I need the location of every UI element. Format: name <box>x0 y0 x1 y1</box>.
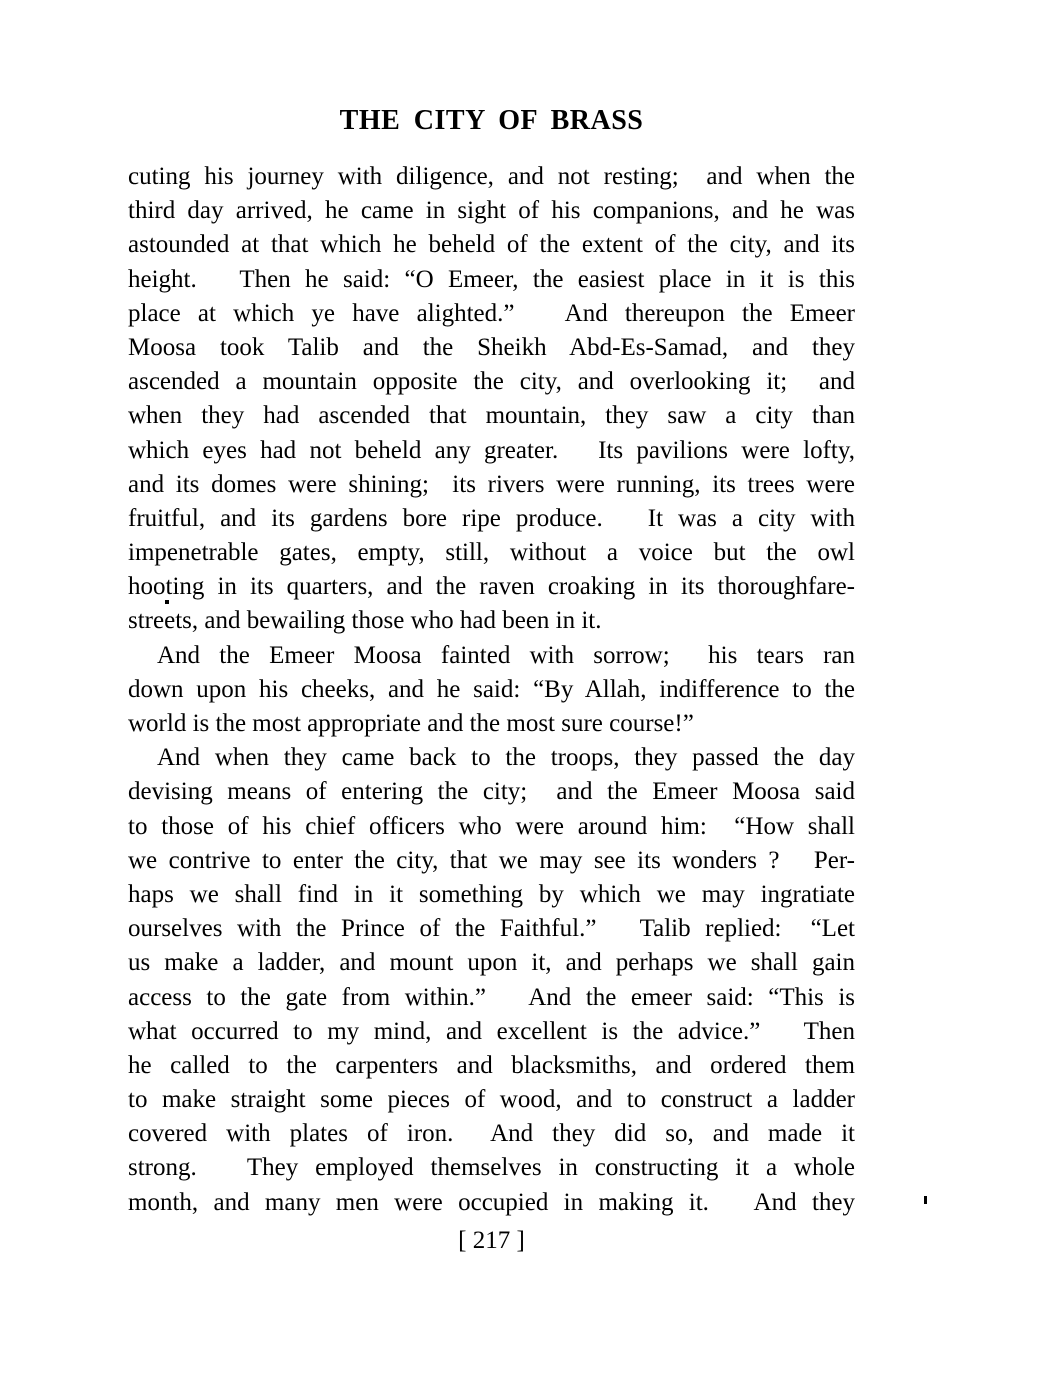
text-line: access to the gate from within.” And the emeer said: “This is <box>128 983 855 1011</box>
text-line: he called to the carpenters and blacksmiths, and ordered them <box>128 1051 855 1079</box>
text-line: cuting his journey with diligence, and not resting; and when the <box>128 163 855 190</box>
text-line: month, and many men were occupied in making it. And they <box>128 1188 855 1216</box>
scan-speck-2 <box>924 1196 927 1204</box>
text-line: And the Emeer Moosa fainted with sorrow; his tears ran <box>157 641 855 669</box>
text-line: astounded at that which he beheld of the extent of the city, and its <box>128 231 855 259</box>
text-line: down upon his cheeks, and he said: “By Allah, indifference to the <box>128 675 855 703</box>
text-line: Moosa took Talib and the Sheikh Abd-Es-Samad, and they <box>128 333 855 361</box>
text-line: impenetrable gates, empty, still, without a voice but the owl <box>128 539 855 567</box>
text-line: fruitful, and its gardens bore ripe produce. It was a city with <box>128 504 855 532</box>
text-line: ourselves with the Prince of the Faithful.” Talib replied: “Let <box>128 915 855 943</box>
text-line: hooting in its quarters, and the raven croaking in its thoroughfare- <box>128 573 855 601</box>
text-line: streets, and bewailing those who had been in it. <box>128 607 602 635</box>
text-line: what occurred to my mind, and excellent is the advice.” Then <box>128 1017 855 1045</box>
text-line: third day arrived, he came in sight of his companions, and he was <box>128 197 855 225</box>
text-line: to make straight some pieces of wood, and to construct a ladder <box>128 1086 855 1114</box>
text-line: which eyes had not beheld any greater. Its pavilions were lofty, <box>128 436 855 464</box>
text-line: to those of his chief officers who were around him: “How shall <box>128 812 855 840</box>
text-line: world is the most appropriate and the most sure course!” <box>128 710 694 737</box>
page-number: [ 217 ] <box>458 1227 525 1254</box>
page-body <box>128 160 855 1220</box>
scan-speck-1 <box>165 600 169 604</box>
text-line: place at which ye have alighted.” And thereupon the Emeer <box>128 299 855 327</box>
page-title: THE CITY OF BRASS <box>339 105 644 136</box>
text-line: and its domes were shining; its rivers were running, its trees were <box>128 470 855 498</box>
text-line: And when they came back to the troops, they passed the day <box>157 744 855 772</box>
text-line: covered with plates of iron. And they did so, and made it <box>128 1120 855 1148</box>
text-line: height. Then he said: “O Emeer, the easiest place in it is this <box>128 265 855 293</box>
text-line: haps we shall find in it something by which we may ingratiate <box>128 880 855 908</box>
text-line: when they had ascended that mountain, they saw a city than <box>128 402 855 430</box>
text-line: us make a ladder, and mount upon it, and perhaps we shall gain <box>128 949 855 977</box>
text-line: devising means of entering the city; and the Emeer Moosa said <box>128 778 855 806</box>
text-line: strong. They employed themselves in constructing it a whole <box>128 1154 855 1182</box>
text-line: ascended a mountain opposite the city, and overlooking it; and <box>128 368 855 396</box>
text-line: we contrive to enter the city, that we may see its wonders ? Per- <box>128 846 855 874</box>
